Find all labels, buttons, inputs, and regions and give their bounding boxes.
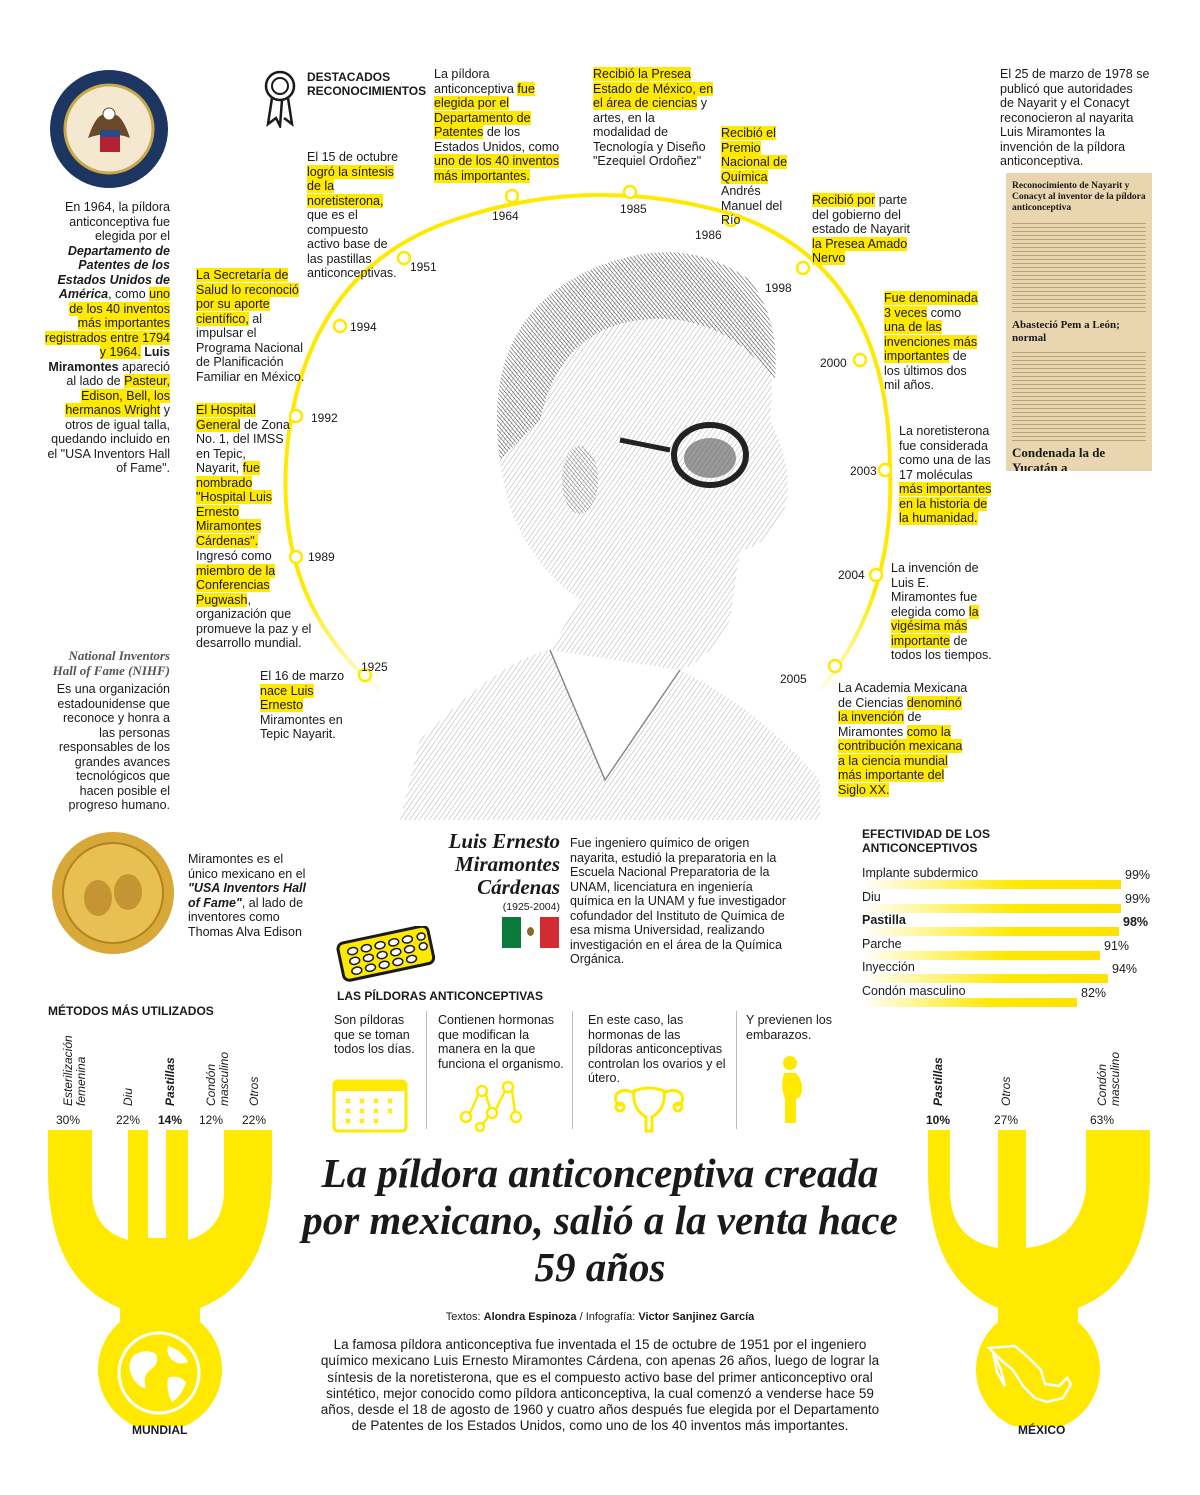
metodo-label: Condón masculino xyxy=(1095,1051,1122,1106)
efectividad-bar xyxy=(862,904,1121,913)
efectividad-row xyxy=(862,890,1154,908)
efectividad-bar xyxy=(862,974,1108,983)
metodo-value: 22% xyxy=(116,1113,141,1127)
pildoras-col-2: Contienen hormonas que modifican la manera en la que funciona el organismo. xyxy=(438,1013,564,1071)
reconocimientos-heading: DESTACADOS RECONOCIMIENTOS xyxy=(307,70,427,98)
efectividad-row xyxy=(862,937,1154,955)
efectividad-bar xyxy=(862,951,1100,960)
event-1989: Ingresó como miembro de la Conferencias Pugwash, organización que promueve la paz y el desarrollo mundial. xyxy=(196,549,312,650)
efectividad-value: 99% xyxy=(1125,891,1151,906)
event-2000: Fue denominada 3 veces como una de las invenciones más importantes de los últimos dos mil años. xyxy=(884,291,978,392)
event-1985: Recibió la Presea Estado de México, en el área de ciencias y artes, en la modalidad de Tecnología y Diseño "Ezequiel Ordoñez" xyxy=(593,67,714,168)
efectividad-label: Inyección xyxy=(862,960,915,975)
news-headline-3: Condenada la de Yucatán a xyxy=(1012,445,1106,471)
nihf-text: Es una organización estadounidense que reconoce y honra a las personas responsables de los grandes avances tecnológicos que hacen posible el progreso humano. xyxy=(56,682,170,812)
main-body: La famosa píldora anticonceptiva fue inventada el 15 de octubre de 1951 por el ingeniero químico mexicano Luis Ernesto Miramontes Cárdena, con apenas 26 años, luego de lograr la síntesis de la noretisterona, que es el compuesto activo base del primer anticonceptivo oral sintético, mejor conocido como píldora anticonceptiva, la cual comenzó a venderse hace 59 años, desde el 18 de agosto de 1960 y cuatro años después fue elegida por el Departamento de Patentes de los Estados Unidos, como uno de los 40 inventos más importantes. xyxy=(320,1337,880,1434)
news-headline: Reconocimiento de Nayarit y Conacyt al inventor de la píldora anticonceptiva xyxy=(1012,181,1146,213)
divider-2 xyxy=(572,1011,573,1129)
intro-p8: y otros de igual talla, quedando incluido en el "USA Inventors Hall of Fame". xyxy=(47,403,170,475)
dot-1985 xyxy=(624,186,636,198)
pildoras-col-3: En este caso, las hormonas de las píldoras anticonceptivas controlan los ovarios y el útero. xyxy=(588,1013,726,1085)
main-headline: La píldora anticonceptiva creada por mexicano, salió a la venta hace 59 años xyxy=(302,1150,898,1290)
globe-icon xyxy=(116,1330,202,1416)
year-2004: 2004 xyxy=(838,568,865,582)
dot-2003 xyxy=(879,464,891,476)
year-1985: 1985 xyxy=(620,202,647,216)
medal-text: Miramontes es el único mexicano en el "USA Inventors Hall of Fame", al lado de inventores como Thomas Alva Edison xyxy=(188,852,306,939)
intro-p3: , como xyxy=(108,287,146,301)
pildoras-col-4: Y previenen los embarazos. xyxy=(746,1013,832,1042)
pildoras-col-1: Son píldoras que se toman todos los días. xyxy=(334,1013,415,1056)
efectividad-row xyxy=(862,913,1154,931)
efectividad-label: Diu xyxy=(862,889,881,904)
pildoras-heading: LAS PÍLDORAS ANTICONCEPTIVAS xyxy=(337,989,544,1003)
dot-1964 xyxy=(506,190,518,202)
dot-2005 xyxy=(829,660,841,672)
year-1992: 1992 xyxy=(311,411,338,425)
pill-pack-icon xyxy=(332,926,442,982)
event-2005: La Academia Mexicana de Ciencias denominó la invención de Miramontes como la contribución mexicana a la ciencia mundial más importante del Siglo XX. xyxy=(838,681,968,797)
efectividad-bar xyxy=(862,927,1119,936)
efectividad-value: 94% xyxy=(1112,962,1138,977)
intro-p5: Luis Miramontes xyxy=(48,345,170,374)
uterus-icon xyxy=(608,1077,690,1133)
year-2000: 2000 xyxy=(820,356,847,370)
event-1925: El 16 de marzo nace Luis Ernesto Miramontes en Tepic Nayarit. xyxy=(260,669,345,741)
efectividad-row xyxy=(862,960,1154,978)
mexico-label: MÉXICO xyxy=(1018,1423,1066,1437)
efectividad-value: 99% xyxy=(1125,868,1151,882)
year-2005: 2005 xyxy=(780,672,807,686)
metodo-label: Otros xyxy=(247,1076,261,1106)
metodo-value: 14% xyxy=(158,1113,183,1127)
efectividad-label: Condón masculino xyxy=(862,984,966,998)
efectividad-row xyxy=(862,984,1154,1002)
efectividad-bar xyxy=(862,998,1077,1007)
right-intro-text: El 25 de marzo de 1978 se publicó que autoridades de Nayarit y el Conacyt reconocieron al nayarita Luis Miramontes la invención de la píldora anticonceptiva. xyxy=(1000,67,1150,168)
intro-p7: Pasteur, Edison, Bell, los hermanos Wright xyxy=(65,374,170,417)
mexico-map-icon xyxy=(985,1340,1075,1410)
year-1994: 1994 xyxy=(350,320,377,334)
pregnant-woman-icon xyxy=(776,1055,808,1125)
event-2004: La invención de Luis E. Miramontes fue elegida como la vigésima más importante de todos los tiempos. xyxy=(891,561,992,662)
metodo-value: 63% xyxy=(1090,1113,1115,1127)
nihf-title: National Inventors Hall of Fame (NIHF) xyxy=(52,648,170,678)
intro-p2: Departamento de Patentes de los Estados Unidos de América xyxy=(57,243,170,301)
intro-p1: En 1964, la píldora anticonceptiva fue elegida por el xyxy=(65,200,170,243)
event-1992: El Hospital General de Zona No. 1, del IMSS en Tepic, Nayarit, fue nombrado "Hospital Luis Ernesto Miramontes Cárdenas". xyxy=(196,403,290,548)
calendar-icon xyxy=(332,1075,408,1133)
year-1925: 1925 xyxy=(361,660,388,674)
event-1964: La píldora anticonceptiva fue elegida por el Departamento de Patentes de los Estados Unidos, como uno de los 40 inventos más importantes. xyxy=(434,67,560,183)
metodo-value: 10% xyxy=(926,1113,951,1127)
metodo-label: Condón masculino xyxy=(204,1051,231,1106)
credits: Textos: Alondra Espinoza / Infografía: Victor Sanjinez García xyxy=(445,1311,755,1323)
metodo-value: 22% xyxy=(242,1113,267,1127)
mundial-label: MUNDIAL xyxy=(132,1423,188,1437)
efectividad-label: Implante subdermico xyxy=(862,866,979,880)
dot-2000 xyxy=(854,354,866,366)
efectividad-label: Pastilla xyxy=(862,913,906,928)
event-1986: Recibió el Premio Nacional de Química Andrés Manuel del Río xyxy=(721,126,788,227)
medal-image xyxy=(50,830,176,956)
metodos-heading: MÉTODOS MÁS UTILIZADOS xyxy=(48,1004,214,1018)
person-name: Luis Ernesto Miramontes Cárdenas xyxy=(448,829,560,899)
metodo-label: Otros xyxy=(999,1076,1013,1106)
efectividad-label: Parche xyxy=(862,936,902,951)
event-1994: La Secretaría de Salud lo reconoció por su aporte científico, al impulsar el Programa Nacional de Planificación Familiar en México. xyxy=(196,268,305,384)
metodo-value: 27% xyxy=(994,1113,1019,1127)
news-headline-2: Abasteció Pem a León; normal xyxy=(1012,319,1120,344)
metodo-label: Esterilización femenina xyxy=(61,1035,88,1106)
newspaper-clipping xyxy=(1006,173,1152,471)
intro-p4: uno de los 40 inventos más importantes registrados entre 1794 y 1964. xyxy=(44,287,170,359)
metodo-label: Diu xyxy=(121,1087,135,1106)
event-2003: La noretisterona fue considerada como una de las 17 moléculas más importantes en la historia de la humanidad. xyxy=(899,424,992,525)
efectividad-bar xyxy=(862,880,1121,889)
metodo-label: Pastillas xyxy=(931,1057,945,1106)
intro-p6: apareció al lado de xyxy=(66,359,170,388)
dot-2004 xyxy=(870,569,882,581)
year-1964: 1964 xyxy=(492,209,519,223)
metodo-value: 30% xyxy=(56,1113,81,1127)
metodo-value: 12% xyxy=(199,1113,224,1127)
hormone-molecule-icon xyxy=(458,1077,524,1133)
person-bio: Fue ingeniero químico de origen nayarita, estudió la preparatoria en la Escuela Nacional Preparatoria de la UNAM, licenciatura en ingeniería química en la UNAM y fue investigador cofundador del Instituto de Química de esa misma Universidad, realizando investigación en el área de la Química Orgánica. xyxy=(570,836,787,966)
efectividad-value: 98% xyxy=(1123,915,1149,930)
metodo-label: Pastillas xyxy=(163,1057,177,1106)
portrait-sketch xyxy=(380,220,830,820)
year-1951: 1951 xyxy=(410,260,437,274)
year-1986: 1986 xyxy=(695,228,722,242)
mexico-flag xyxy=(502,917,559,948)
person-dates: (1925-2004) xyxy=(502,901,560,913)
dot-1994 xyxy=(334,320,346,332)
divider-1 xyxy=(426,1011,427,1129)
year-1998: 1998 xyxy=(765,281,792,295)
efectividad-row xyxy=(862,866,1154,884)
year-1989: 1989 xyxy=(308,550,335,564)
divider-3 xyxy=(736,1011,737,1129)
event-1998: Recibió por parte del gobierno del estado de Nayarit la Presea Amado Nervo xyxy=(812,193,910,265)
efectividad-value: 91% xyxy=(1104,938,1130,953)
event-1951: El 15 de octubre logró la síntesis de la noretisterona, que es el compuesto activo base de las pastillas anticonceptivas. xyxy=(307,150,399,280)
efectividad-heading: EFECTIVIDAD DE LOS ANTICONCEPTIVOS xyxy=(862,827,991,855)
year-2003: 2003 xyxy=(850,464,877,478)
efectividad-value: 82% xyxy=(1081,986,1107,1000)
